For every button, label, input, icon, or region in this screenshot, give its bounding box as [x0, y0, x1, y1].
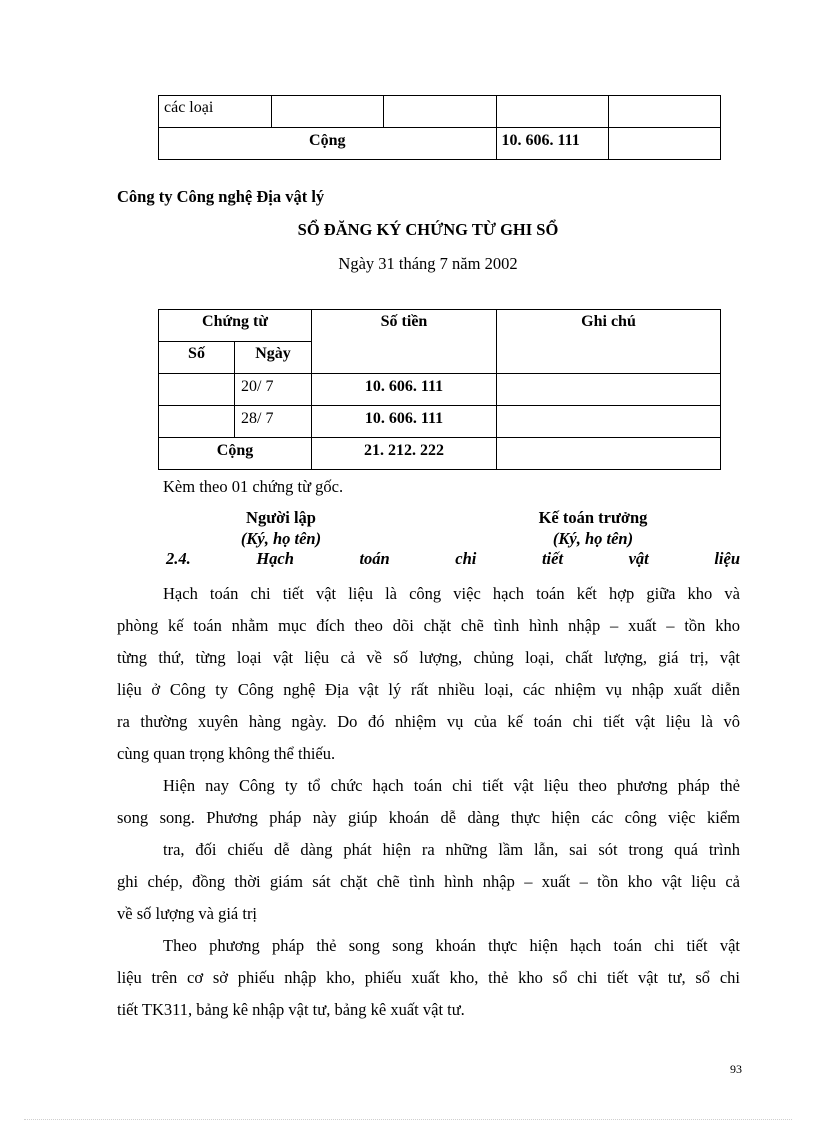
paragraph-line: liệu trên cơ sở phiếu nhập kho, phiếu xuất kho, thẻ kho sổ chi tiết vật tư, sổ chi — [117, 968, 740, 987]
table-header-row — [159, 310, 721, 342]
company-name: Công ty Công nghệ Địa vật lý — [117, 187, 325, 206]
table-cell — [608, 128, 720, 160]
table-cell — [159, 128, 497, 160]
attachment-note: Kèm theo 01 chứng từ gốc. — [163, 477, 344, 496]
table-cell — [235, 374, 312, 406]
row-amount: 10. 606. 111 — [364, 378, 444, 395]
table-cell — [496, 128, 608, 160]
chief-accountant-title: Kế toán trưởng — [538, 508, 648, 527]
heading-word: chi — [455, 549, 477, 568]
header-cell — [159, 310, 312, 342]
header-voucher: Chứng từ — [202, 313, 268, 330]
heading-word: 2.4. — [166, 549, 191, 568]
table-cell — [312, 374, 497, 406]
table-cell — [235, 406, 312, 438]
paragraph-line: cùng quan trọng không thể thiếu. — [117, 744, 336, 763]
total-label: Cộng — [309, 132, 346, 149]
paragraph-line: Hạch toán chi tiết vật liệu là công việc hạch toán kết hợp giữa kho và — [163, 584, 740, 603]
table-cell — [159, 406, 235, 438]
table-cell — [496, 96, 608, 128]
table-cell — [608, 96, 720, 128]
section-heading — [166, 549, 740, 569]
header-cell — [235, 342, 312, 374]
header-date: Ngày — [255, 345, 291, 362]
cell-text: các loại — [164, 99, 214, 116]
heading-word: vật — [628, 549, 649, 568]
table-row — [159, 128, 721, 160]
paragraph-line: Hiện nay Công ty tổ chức hạch toán chi tiết vật liệu theo phương pháp thẻ — [163, 776, 740, 795]
header-cell — [312, 310, 497, 374]
table-cell — [272, 96, 384, 128]
table-row — [159, 96, 721, 128]
table-row — [159, 374, 721, 406]
row-date: 28/ 7 — [241, 410, 274, 427]
table-cell — [159, 96, 272, 128]
paragraph-line: tiết TK311, bảng kê nhập vật tư, bảng kê xuất vật tư. — [117, 1000, 465, 1019]
header-number: Số — [188, 345, 205, 362]
heading-word: tiết — [541, 549, 564, 568]
paragraph-line: ghi chép, đồng thời giám sát chặt chẽ tình hình nhập – xuất – tồn kho vật liệu cả — [117, 872, 740, 891]
footer-divider — [24, 1119, 792, 1120]
paragraph-line: tra, đối chiếu dễ dàng phát hiện ra những lầm lẫn, sai sót trong quá trình — [163, 840, 740, 859]
register-table — [158, 309, 721, 470]
header-note: Ghi chú — [581, 313, 636, 330]
paragraph-line: Theo phương pháp thẻ song song khoán thực hiện hạch toán chi tiết vật — [163, 936, 740, 955]
table-cell — [497, 374, 721, 406]
total-label: Cộng — [216, 442, 254, 459]
table-row — [159, 406, 721, 438]
table-cell — [312, 406, 497, 438]
preparer-title: Người lập — [246, 508, 316, 527]
heading-word: Hạch — [256, 549, 294, 568]
chief-accountant-signature-note: (Ký, họ tên) — [552, 529, 634, 548]
total-value: 21. 212. 222 — [364, 442, 444, 459]
register-date: Ngày 31 tháng 7 năm 2002 — [338, 254, 518, 273]
table-cell — [159, 438, 312, 470]
paragraph-line: song song. Phương pháp này giúp khoán dễ dàng thực hiện các công việc kiểm — [117, 808, 740, 827]
table-row — [159, 438, 721, 470]
header-cell — [497, 310, 721, 374]
header-cell — [159, 342, 235, 374]
paragraph-line: về số lượng và giá trị — [117, 904, 258, 923]
heading-word: liệu — [714, 549, 740, 568]
paragraph-line: ra thường xuyên hàng ngày. Do đó nhiệm vụ của kế toán chi tiết vật liệu là vô — [117, 712, 740, 731]
total-value: 10. 606. 111 — [501, 132, 580, 149]
paragraph-line: phòng kế toán nhằm mục đích theo dõi chặt chẽ tình hình nhập – xuất – tồn kho — [117, 616, 740, 635]
table-cell — [384, 96, 496, 128]
register-title: SỔ ĐĂNG KÝ CHỨNG TỪ GHI SỔ — [297, 220, 559, 239]
top-table — [158, 95, 721, 160]
table-cell — [497, 406, 721, 438]
row-amount: 10. 606. 111 — [364, 410, 444, 427]
table-cell — [312, 438, 497, 470]
paragraph-line: liệu ở Công ty Công nghệ Địa vật lý rất nhiều loại, các nhiệm vụ nhập xuất diễn — [117, 680, 740, 699]
header-amount: Số tiền — [380, 313, 428, 330]
table-cell — [497, 438, 721, 470]
paragraph-line: từng thứ, từng loại vật liệu cả về số lượng, chủng loại, chất lượng, giá trị, vật — [117, 648, 740, 667]
heading-word: toán — [359, 549, 390, 568]
row-date: 20/ 7 — [241, 378, 274, 395]
page-number: 93 — [730, 1062, 742, 1076]
preparer-signature-note: (Ký, họ tên) — [240, 529, 322, 548]
table-cell — [159, 374, 235, 406]
